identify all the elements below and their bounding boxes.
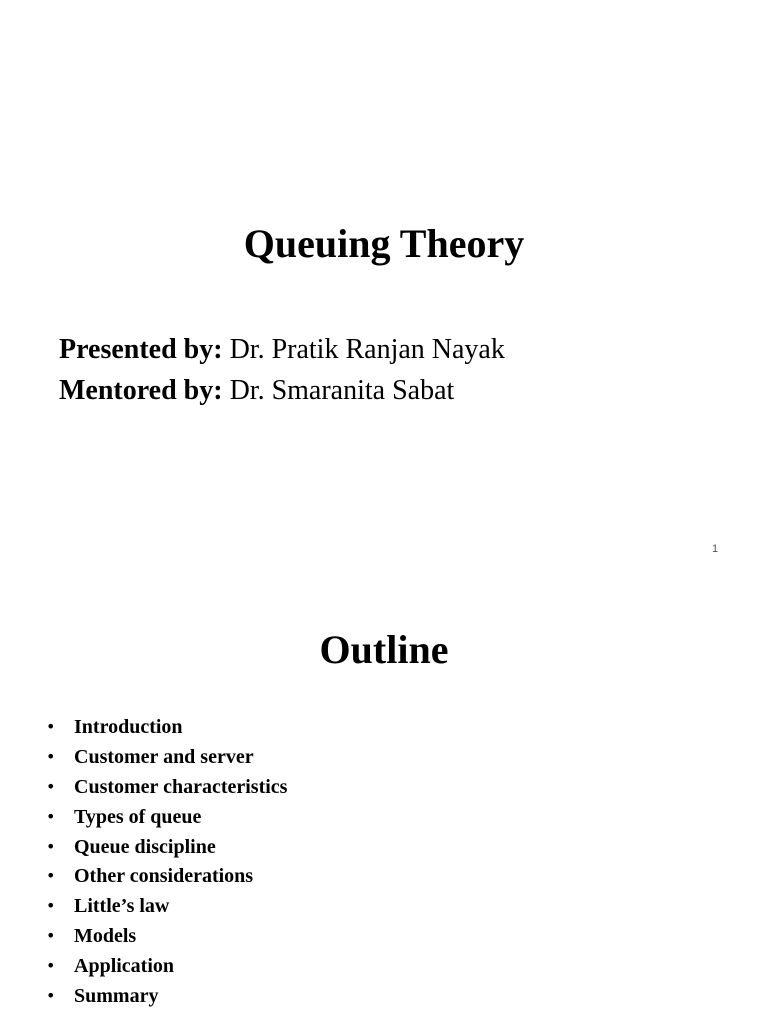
mentor-name: Dr. Smaranita Sabat	[229, 375, 455, 406]
outline-item	[40, 742, 287, 772]
bullet-icon: •	[46, 896, 56, 916]
outline-item-label: Customer and server	[74, 745, 254, 768]
outline-item-label: Other considerations	[74, 865, 254, 888]
outline-item	[40, 712, 287, 742]
bullet-icon: •	[46, 836, 56, 856]
bullet-icon: •	[46, 776, 56, 796]
bullet-icon: •	[46, 717, 56, 736]
outline-item-label: Models	[74, 925, 137, 948]
bullet-icon: •	[46, 746, 56, 766]
presenter-label: Presented by:	[59, 334, 223, 365]
outline-item-label: Introduction	[74, 716, 183, 738]
outline-item-label: Summary	[74, 985, 159, 1008]
bullet-icon: •	[46, 986, 56, 1006]
outline-list	[40, 712, 287, 1011]
outline-item	[40, 981, 287, 1011]
outline-item	[40, 861, 287, 891]
bullet-icon: •	[46, 926, 56, 946]
outline-item-label: Queue discipline	[74, 835, 216, 858]
slide-title: Queuing Theory	[243, 221, 525, 266]
bullet-icon: •	[46, 866, 56, 886]
outline-item	[40, 832, 287, 862]
outline-item	[40, 772, 287, 802]
outline-item	[40, 951, 287, 981]
presenter-name: Dr. Pratik Ranjan Nayak	[229, 334, 505, 365]
outline-item	[40, 891, 287, 921]
outline-title: Outline	[319, 627, 449, 672]
presenter-line	[59, 332, 505, 368]
bullet-icon: •	[46, 956, 56, 976]
mentor-line	[59, 373, 454, 409]
outline-item	[40, 921, 287, 951]
slide-number: 1	[712, 543, 719, 555]
outline-item	[40, 802, 287, 832]
outline-item-label: Types of queue	[74, 805, 202, 828]
slide-2	[0, 576, 768, 1024]
outline-item-label: Application	[74, 955, 175, 978]
outline-item-label: Little’s law	[74, 895, 170, 918]
bullet-icon: •	[46, 806, 56, 826]
outline-item-label: Customer characteristics	[74, 775, 288, 798]
mentor-label: Mentored by:	[59, 375, 223, 406]
